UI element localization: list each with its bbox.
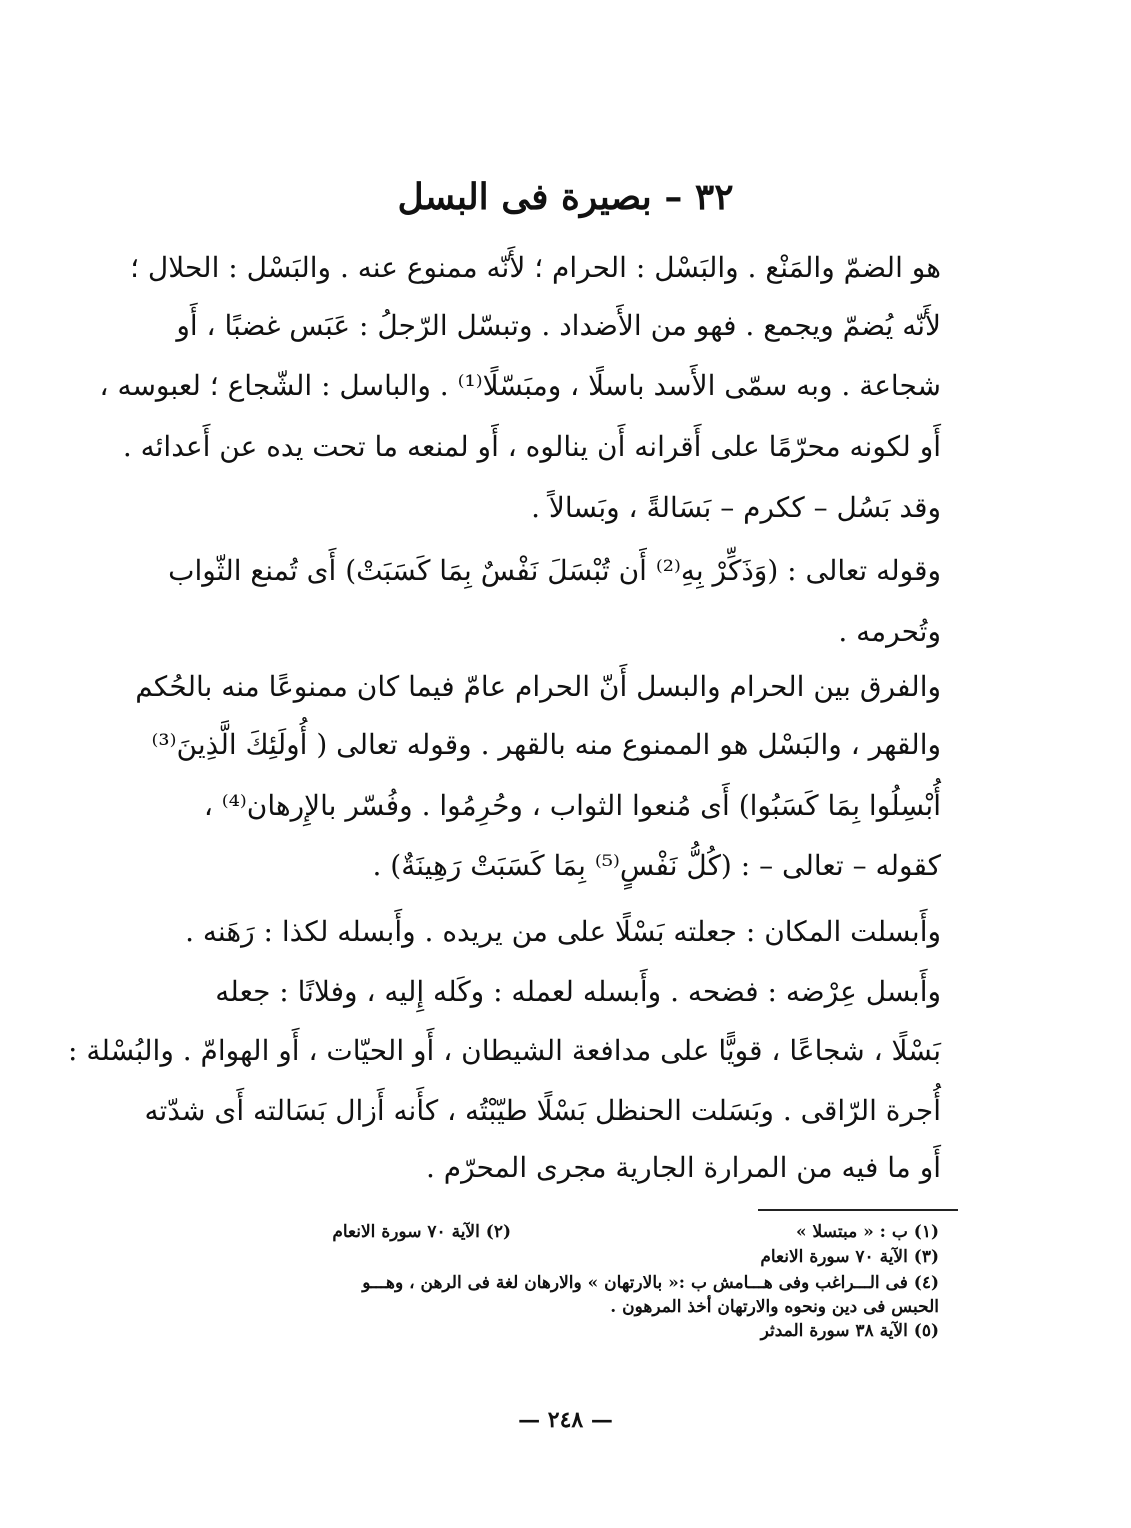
body-line: وقد بَسُل – ككرم – بَسَالةً ، وبَسالاً . xyxy=(531,491,941,524)
body-line: أُجرة الرّاقى . وبَسَلت الحنظل بَسْلًا طيّبْتُه ، كأَنه أَزال بَسَالته أَى شدّته xyxy=(144,1094,941,1127)
body-line: وأَبسلت المكان : جعلته بَسْلًا على من يريده . وأَبسله لكذا : رَهَنه . xyxy=(185,915,941,948)
page-number: — ٢٤٨ — xyxy=(518,1407,613,1433)
body-line: وقوله تعالى : (وَذَكِّرْ بِهِ⁽²⁾ أَن تُبْسَلَ نَفْسٌ بِمَا كَسَبَتْ) أَى تُمنع الثّواب xyxy=(168,554,941,587)
footnote-4: (٤) فى الـــراغب وفى هـــامش ب :« بالارتهان » والارهان لغة فى الرهن ، وهـــو xyxy=(362,1273,939,1293)
footnote-divider xyxy=(758,1209,958,1211)
footnote-4-continued: الحبس فى دين ونحوه والارتهان أخذ المرهون . xyxy=(610,1297,939,1317)
body-line: أَو لكونه محرّمًا على أَقرانه أَن ينالوه ، أَو لمنعه ما تحت يده عن أَعدائه . xyxy=(122,430,941,463)
body-line: بَسْلًا ، شجاعًا ، قويًّا على مدافعة الشيطان ، أَو الحيّات ، أَو الهوامّ . والبُسْلة : xyxy=(67,1034,941,1067)
body-line: لأَنّه يُضمّ ويجمع . فهو من الأَضداد . وتبسّل الرّجلُ : عَبَس غضبًا ، أَو xyxy=(176,309,941,342)
footnote-3: (٣) الآية ٧٠ سورة الانعام xyxy=(760,1247,939,1267)
body-line: شجاعة . وبه سمّى الأَسد باسلًا ، ومبَسّلًا⁽¹⁾ . والباسل : الشّجاع ؛ لعبوسه ، xyxy=(99,369,941,402)
footnote-2: (٢) الآية ٧٠ سورة الانعام xyxy=(332,1222,511,1242)
footnote-1: (١) ب : « مبتسلا » xyxy=(795,1222,939,1242)
body-line: وتُحرمه . xyxy=(838,615,941,648)
body-line: والقهر ، والبَسْل هو الممنوع منه بالقهر . وقوله تعالى ( أُولَئِكَ الَّذِينَ⁽³⁾ xyxy=(151,728,941,761)
section-title: ٣٢ – بصيرة فى البسل xyxy=(397,176,734,218)
body-line: هو الضمّ والمَنْع . والبَسْل : الحرام ؛ لأَنّه ممنوع عنه . والبَسْل : الحلال ؛ xyxy=(130,251,941,284)
footnote-5: (٥) الآية ٣٨ سورة المدثر xyxy=(760,1321,939,1341)
body-line: كقوله – تعالى – : (كُلُّ نَفْسٍ⁽⁵⁾ بِمَا كَسَبَتْ رَهِينَةٌ) . xyxy=(372,849,941,882)
body-line: والفرق بين الحرام والبسل أَنّ الحرام عامّ فيما كان ممنوعًا منه بالحُكم xyxy=(135,670,941,703)
body-line: وأَبسل عِرْضه : فضحه . وأَبسله لعمله : وكَله إِليه ، وفلانًا : جعله xyxy=(215,975,941,1008)
body-line: أُبْسِلُوا بِمَا كَسَبُوا) أَى مُنعوا الثواب ، وحُرِمُوا . وفُسّر بالإِرهان⁽⁴⁾ ، xyxy=(203,789,941,822)
body-line: أَو ما فيه من المرارة الجارية مجرى المحرّم . xyxy=(425,1151,941,1184)
